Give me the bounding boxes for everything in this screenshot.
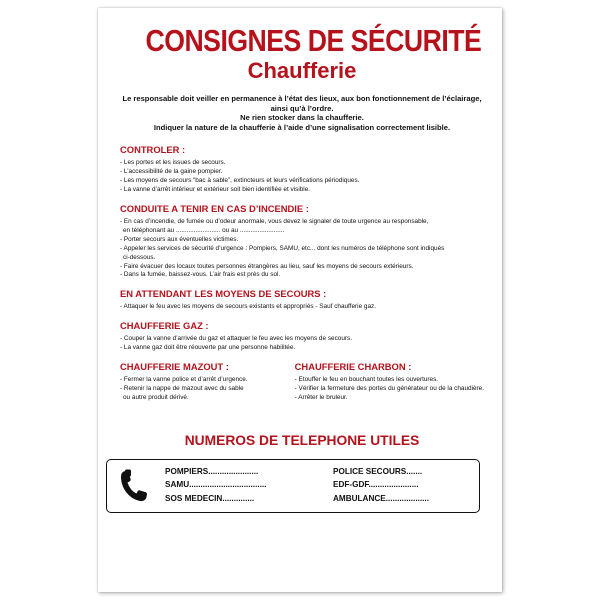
section-title: EN ATTENDANT LES MOYENS DE SECOURS : — [120, 288, 327, 300]
section-controler — [120, 144, 484, 195]
item-list — [120, 218, 484, 280]
phone-list-right — [333, 465, 429, 505]
phone-numbers-box — [106, 459, 480, 513]
safety-sign — [98, 8, 502, 592]
phone-entry-police: POLICE SECOURS....... — [333, 466, 423, 476]
item-list — [120, 303, 484, 312]
list-item: - Les moyens de secours “bac à sable”, extincteurs et leurs vérifications périodiques. — [120, 177, 360, 185]
phones-title: NUMEROS DE TELEPHONE UTILES — [184, 432, 420, 448]
section-title: CHAUFFERIE MAZOUT : — [120, 361, 229, 373]
section-title: CONDUITE A TENIR EN CAS D’INCENDIE : — [120, 203, 309, 214]
list-item: - Vérifier la fermeture des portes du générateur ou de la chaudière. — [294, 384, 484, 392]
phone-icon — [119, 469, 149, 503]
phone-entry-edf-gdf: EDF-GDF...................... — [333, 480, 419, 490]
list-item: - Attaquer le feu avec les moyens de secours existants et appropriés - Sauf chaufferie gaz. — [120, 303, 377, 311]
list-item: - Porter secours aux éventuelles victimes. — [120, 235, 239, 243]
list-item: - Couper la vanne d’arrivée du gaz et attaquer le feu avec les moyens de secours. — [120, 335, 352, 343]
phone-entry-ambulance: AMBULANCE................... — [333, 493, 429, 503]
item-list — [120, 159, 484, 195]
list-item: ou autre produit dérivé. — [123, 393, 189, 401]
phone-entry-pompiers: POMPIERS...................... — [165, 466, 259, 476]
list-item: - Fermer la vanne police et d’arrêt d’urgence. — [120, 376, 248, 384]
list-item: - Appeler les services de sécurité d’urgence : Pompiers, SAMU, etc... dont les numéros de téléphone sont indiqués — [120, 244, 445, 252]
sign-title: CONSIGNES DE SÉCURITÉ — [145, 23, 482, 58]
section-title: CHAUFFERIE CHARBON : — [294, 361, 412, 373]
list-item: - En cas d’incendie, de fumée ou d’odeur anormale, vous devez le signaler de toute urgence au responsable, — [120, 218, 429, 225]
phone-list-left — [165, 465, 266, 505]
section-conduite — [120, 203, 484, 280]
section-mazout — [120, 361, 281, 411]
list-item: - Arrêter le bruleur. — [294, 393, 348, 401]
section-attendant — [120, 288, 484, 312]
list-item: - Faire évacuer des locaux toutes personnes étrangères au lieu, sauf les moyens de secours extérieurs. — [120, 262, 414, 270]
list-item: - La vanne d’arrêt intérieur et extérieur soit bien identifiée et visible. — [120, 186, 311, 194]
intro-text — [120, 94, 484, 132]
list-item: - Etouffer le feu en bouchant toutes les ouvertures. — [294, 376, 439, 384]
phone-entry-samu: SAMU.................................. — [165, 480, 267, 490]
section-gaz — [120, 320, 484, 353]
intro-line: Le responsable doit veiller en permanence à l’état des lieux, aux bon fonctionnement de l’éclairage, — [122, 94, 482, 103]
list-item: - Dans la fumée, baissez-vous. L’air frais est près du sol. — [120, 271, 281, 279]
intro-line: ainsi qu’à l’ordre. — [270, 103, 334, 113]
intro-line: Indiquer la nature de la chaufferie à l’aide d’une signalisation correctement lisible. — [153, 122, 451, 132]
two-column-sections — [120, 361, 484, 411]
section-title: CONTROLER : — [120, 144, 186, 156]
phone-entry-sos-medecin: SOS MEDECIN.............. — [165, 493, 255, 503]
section-charbon — [295, 361, 484, 411]
section-title: CHAUFFERIE GAZ : — [120, 320, 209, 332]
item-list — [295, 376, 484, 403]
list-item: ci-dessous. — [123, 253, 156, 261]
list-item: - La vanne gaz doit être réouverte par une personne habilitée. — [120, 344, 296, 352]
item-list — [120, 335, 484, 353]
intro-line: Ne rien stocker dans la chaufferie. — [240, 113, 364, 123]
sign-subtitle: Chaufferie — [247, 58, 357, 83]
list-item: - L’accessibilité de la gaine pompier. — [120, 168, 223, 176]
list-item: - Les portes et les issues de secours. — [120, 159, 226, 167]
list-item: en téléphonant au ......................... ou au ......................... — [123, 226, 285, 234]
list-item: - Retenir la nappe de mazout avec du sable — [120, 384, 244, 392]
item-list — [120, 376, 281, 403]
